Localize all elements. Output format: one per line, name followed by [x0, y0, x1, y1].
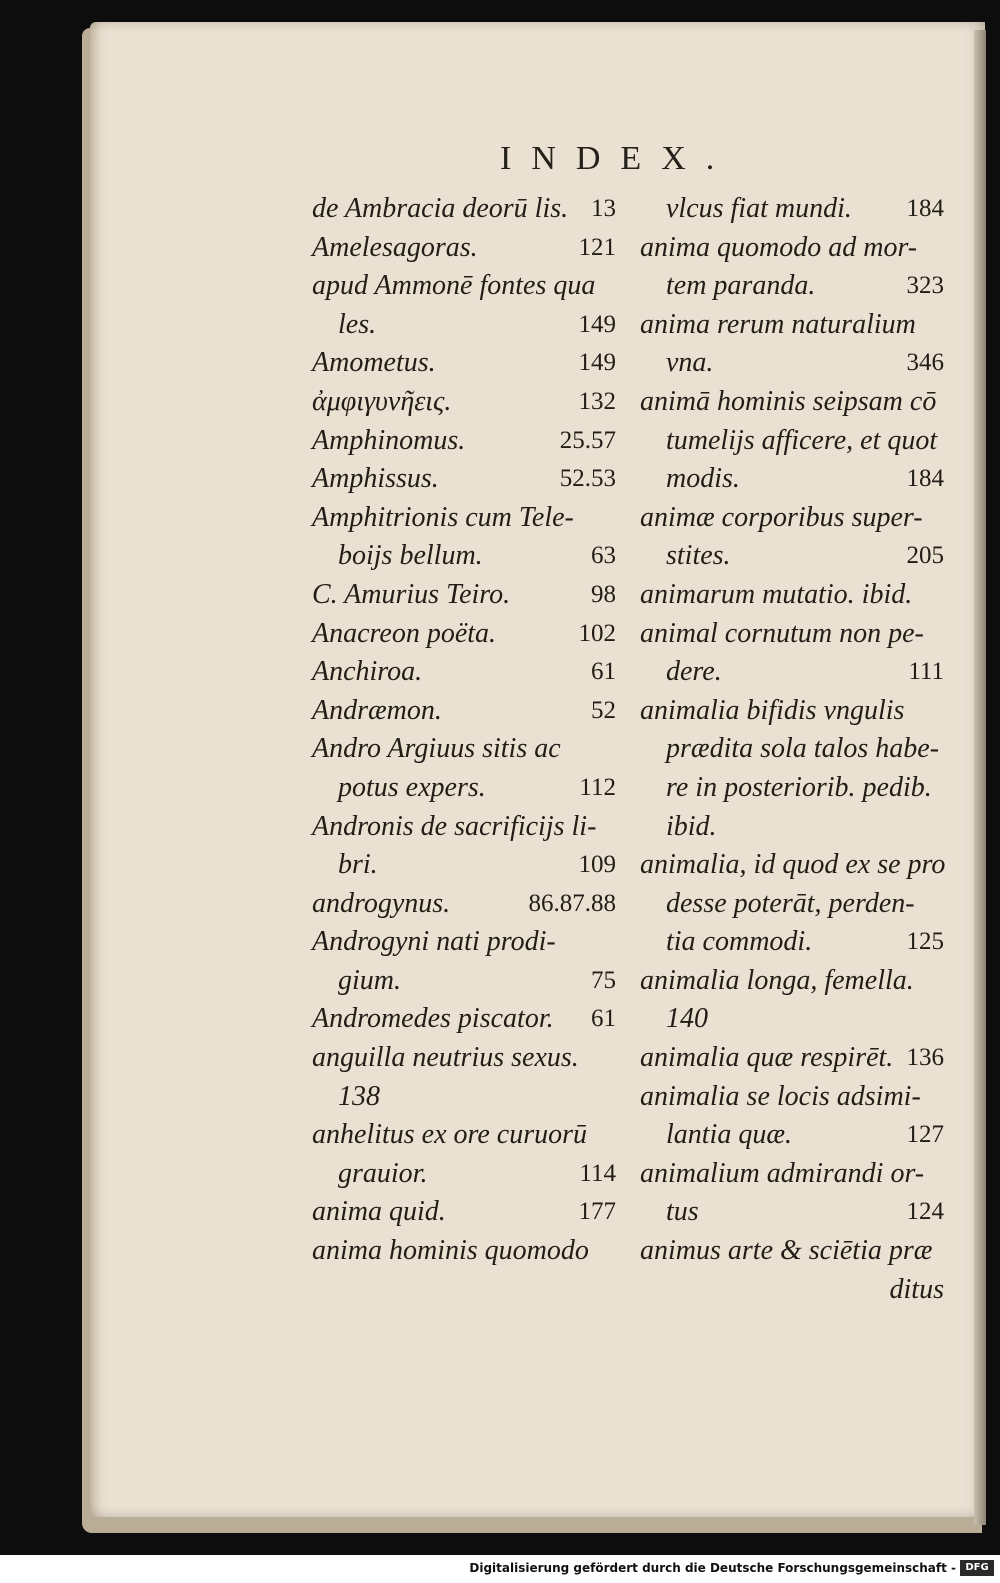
index-entry	[640, 885, 950, 924]
index-entry	[312, 615, 622, 654]
entry-page-number: 61	[591, 1005, 616, 1033]
footer-credit: Digitalisierung gefördert durch die Deutsche Forschungsgemeinschaft -	[469, 1561, 956, 1575]
index-entry	[312, 808, 622, 847]
index-entry	[640, 1000, 950, 1039]
entry-page-number: 124	[906, 1198, 944, 1226]
index-entry	[312, 730, 622, 769]
index-entry	[312, 653, 622, 692]
index-entry	[312, 692, 622, 731]
entry-text: Amelesagoras.	[312, 231, 478, 263]
entry-page-number: 346	[906, 349, 944, 377]
index-entry	[312, 1155, 622, 1194]
entry-text: Amphissus.	[312, 463, 439, 495]
index-entry	[640, 460, 950, 499]
entry-text: ἀμφιγυνῆεις.	[312, 385, 452, 417]
entry-text: anhelitus ex ore curuorū	[312, 1119, 588, 1151]
entry-text: prædita sola talos habe-	[666, 733, 940, 765]
entry-text: C. Amurius Teiro.	[312, 578, 511, 610]
entry-text: vlcus fiat mundi.	[666, 193, 852, 224]
index-entry	[312, 1116, 622, 1155]
index-entry	[640, 962, 950, 1001]
entry-text: Androgyni nati prodi-	[312, 926, 556, 958]
entry-page-number: 121	[578, 233, 616, 261]
entry-text: animalia quæ respirēt.	[640, 1042, 894, 1074]
entry-text: re in posteriorib. pedib.	[666, 771, 932, 803]
index-entry	[312, 1193, 622, 1232]
dfg-logo: DFG	[960, 1560, 994, 1576]
index-entry	[640, 808, 950, 847]
entry-text: androgynus.	[312, 887, 451, 919]
entry-text: les.	[338, 308, 377, 340]
entry-text: Andræmon.	[312, 694, 442, 726]
index-entry	[640, 344, 950, 383]
index-column-left	[312, 190, 622, 1271]
entry-text: Andro Argiuus sitis ac	[312, 733, 561, 765]
index-entry	[312, 460, 622, 499]
index-entry	[640, 730, 950, 769]
index-entry	[312, 962, 622, 1001]
entry-page-number: 125	[906, 928, 944, 956]
page-header: INDEX.	[500, 140, 735, 177]
entry-text: boijs bellum.	[338, 540, 483, 572]
index-entry	[640, 1155, 950, 1194]
entry-text: desse poterāt, perden-	[666, 887, 915, 919]
index-entry	[640, 306, 950, 345]
entry-page-number: 75	[591, 966, 616, 994]
entry-text: anguilla neutrius sexus.	[312, 1042, 579, 1074]
index-entry	[640, 422, 950, 461]
index-entry	[312, 885, 622, 924]
entry-page-number: 149	[578, 310, 616, 338]
index-entry	[640, 692, 950, 731]
entry-page-number: 52.53	[559, 465, 616, 493]
index-column-right	[640, 190, 950, 1309]
entry-text: animarum mutatio. ibid.	[640, 578, 913, 610]
entry-page-number: 111	[908, 658, 944, 686]
entry-text: 138	[338, 1080, 380, 1112]
entry-page-number: 184	[906, 465, 944, 493]
entry-page-number: 132	[578, 387, 616, 415]
entry-page-number: 52	[591, 696, 616, 724]
entry-text: de Ambracia deorū lis.	[312, 193, 569, 224]
index-entry	[312, 344, 622, 383]
entry-text: 140	[666, 1003, 708, 1035]
index-entry	[640, 1116, 950, 1155]
index-entry	[640, 846, 950, 885]
entry-text: anima quid.	[312, 1196, 446, 1228]
index-entry	[312, 190, 622, 229]
index-entry	[312, 923, 622, 962]
index-entry	[640, 229, 950, 268]
entry-text: anima quomodo ad mor-	[640, 231, 918, 263]
entry-text: tia commodi.	[666, 926, 813, 958]
index-entry	[640, 190, 950, 229]
entry-text: vna.	[666, 347, 714, 379]
entry-text: modis.	[666, 463, 740, 495]
entry-text: Anacreon poëta.	[312, 617, 497, 649]
index-entry	[640, 576, 950, 615]
entry-text: ditus	[889, 1273, 944, 1305]
index-entry	[640, 1232, 950, 1271]
entry-text: animalia longa, femella.	[640, 964, 914, 996]
entry-page-number: 109	[578, 851, 616, 879]
index-entry	[640, 267, 950, 306]
index-entry	[640, 923, 950, 962]
entry-text: tem paranda.	[666, 270, 816, 302]
entry-text: animalia, id quod ex se pro	[640, 849, 946, 881]
entry-text: animal cornutum non pe-	[640, 617, 924, 649]
index-entry	[640, 1078, 950, 1117]
index-entry	[312, 769, 622, 808]
entry-text: potus expers.	[338, 771, 486, 803]
index-entry	[312, 537, 622, 576]
index-entry	[312, 383, 622, 422]
entry-text: animalium admirandi or-	[640, 1157, 925, 1189]
index-entry	[312, 422, 622, 461]
entry-text: Anchiroa.	[312, 656, 423, 688]
entry-text: grauior.	[338, 1157, 428, 1189]
index-entry	[312, 306, 622, 345]
entry-text: dere.	[666, 656, 722, 688]
entry-text: animalia bifidis vngulis	[640, 694, 905, 726]
entry-text: ibid.	[666, 810, 717, 842]
entry-text: tumelijs afficere, et quot	[666, 424, 938, 456]
page-gutter-shadow	[974, 30, 986, 1525]
entry-page-number: 205	[906, 542, 944, 570]
index-entry	[640, 1039, 950, 1078]
entry-text: lantia quæ.	[666, 1119, 793, 1151]
entry-text: animā hominis seipsam cō	[640, 385, 937, 417]
index-entry	[640, 499, 950, 538]
entry-page-number: 25.57	[559, 426, 616, 454]
index-entry	[640, 653, 950, 692]
entry-page-number: 127	[906, 1121, 944, 1149]
entry-text: Amphitrionis cum Tele-	[312, 501, 574, 533]
index-entry	[640, 537, 950, 576]
index-entry	[312, 499, 622, 538]
entry-page-number: 184	[906, 195, 944, 222]
entry-page-number: 61	[591, 658, 616, 686]
index-entry	[312, 846, 622, 885]
entry-text: bri.	[338, 849, 378, 881]
entry-text: anima hominis quomodo	[312, 1235, 589, 1267]
entry-text: Andronis de sacrificijs li-	[312, 810, 597, 842]
entry-page-number: 102	[578, 619, 616, 647]
index-entry	[312, 1000, 622, 1039]
entry-page-number: 98	[591, 580, 616, 608]
index-entry	[312, 1039, 622, 1078]
entry-page-number: 13	[591, 195, 616, 222]
index-entry	[640, 769, 950, 808]
entry-page-number: 86.87.88	[528, 889, 616, 917]
entry-text: Andromedes piscator.	[312, 1003, 554, 1035]
entry-page-number: 149	[578, 349, 616, 377]
entry-page-number: 114	[579, 1159, 616, 1187]
entry-text: Amphinomus.	[312, 424, 466, 456]
entry-text: anima rerum naturalium	[640, 308, 916, 340]
entry-text: stites.	[666, 540, 731, 572]
index-entry	[640, 615, 950, 654]
entry-text: animæ corporibus super-	[640, 501, 923, 533]
index-entry	[312, 1078, 622, 1117]
entry-text: tus	[666, 1196, 699, 1228]
index-entry	[312, 1232, 622, 1271]
index-entry	[312, 229, 622, 268]
entry-text: animus arte & sciētia præ	[640, 1235, 933, 1267]
index-entry	[312, 576, 622, 615]
index-entry	[312, 267, 622, 306]
entry-text: Amometus.	[312, 347, 436, 379]
entry-text: animalia se locis adsimi-	[640, 1080, 921, 1112]
entry-text: gium.	[338, 964, 401, 996]
index-entry	[640, 383, 950, 422]
footer-bar	[0, 1555, 1000, 1583]
entry-page-number: 63	[591, 542, 616, 570]
entry-page-number: 323	[906, 272, 944, 300]
index-entry	[640, 1271, 950, 1310]
entry-text: apud Ammonē fontes qua	[312, 270, 596, 302]
entry-page-number: 112	[579, 773, 616, 801]
index-entry	[640, 1193, 950, 1232]
entry-page-number: 136	[906, 1044, 944, 1072]
entry-page-number: 177	[578, 1198, 616, 1226]
